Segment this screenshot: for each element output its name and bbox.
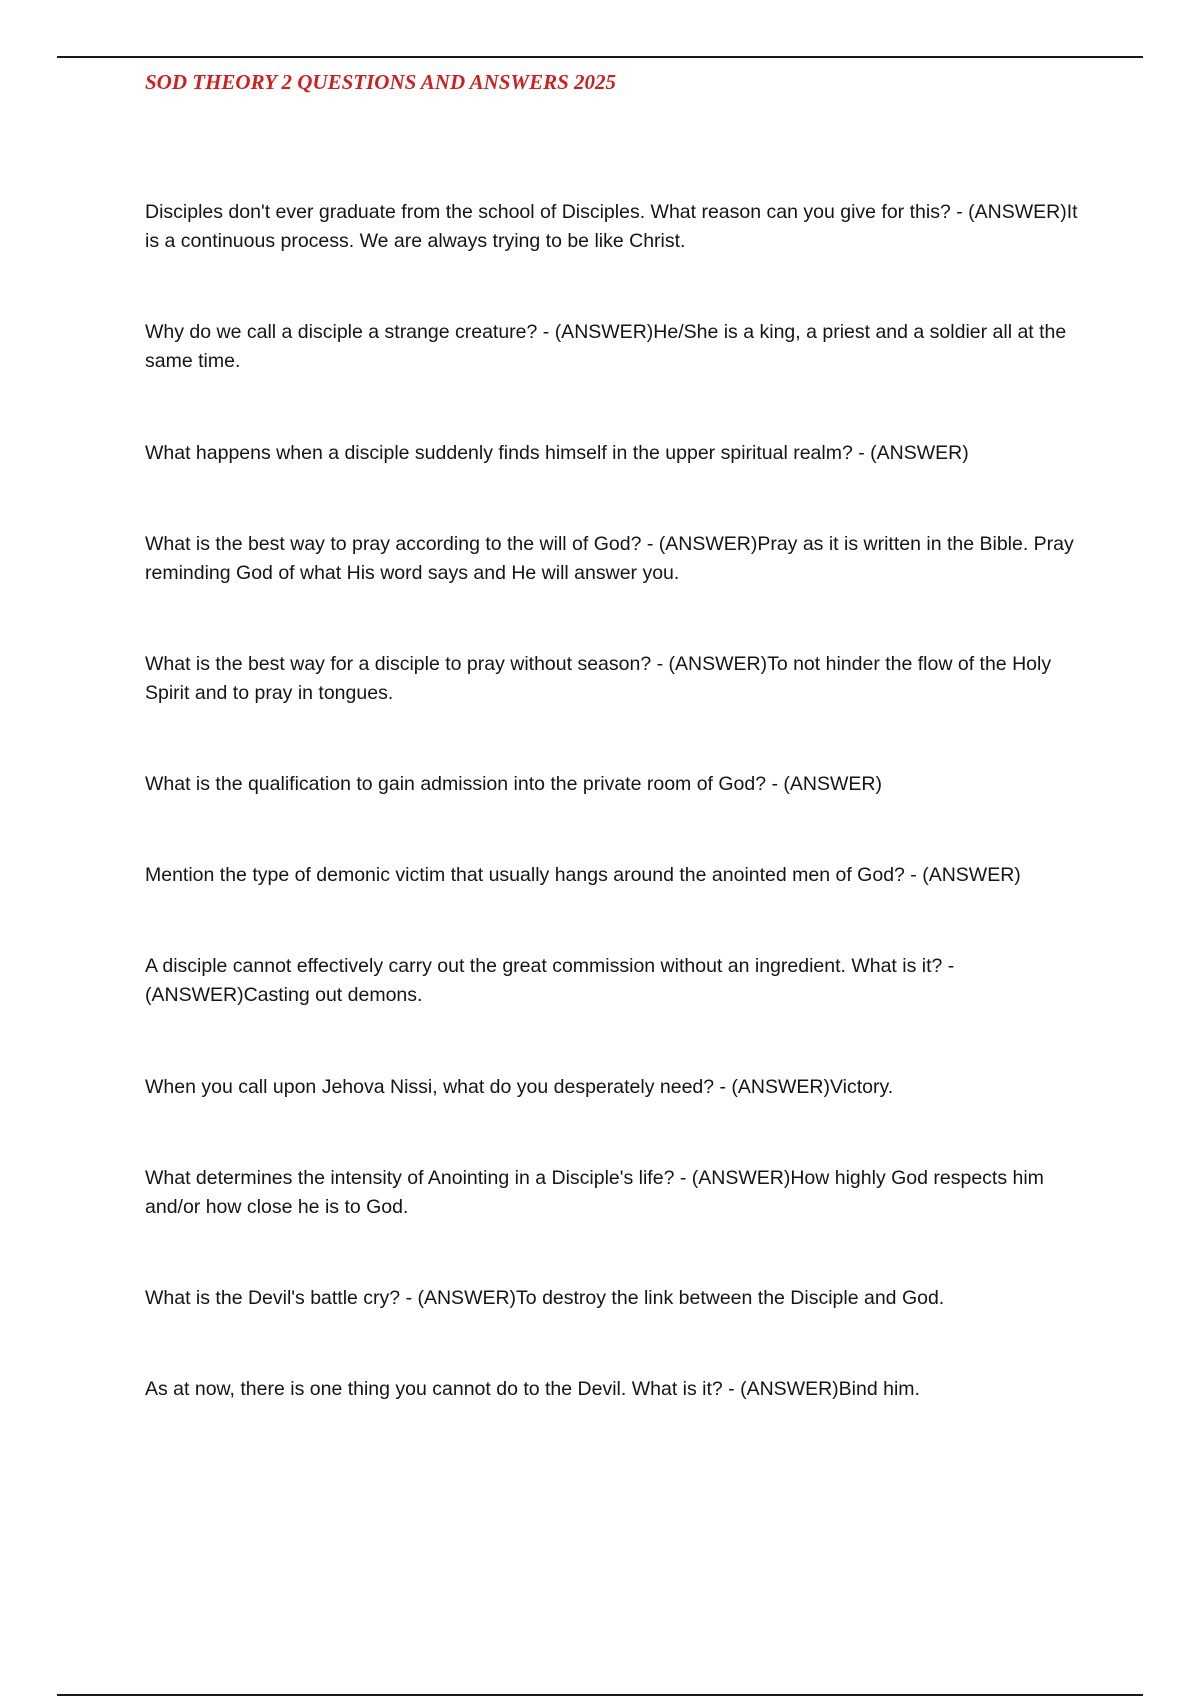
- qa-item-4: What is the best way to pray according to the will of God? - (ANSWER)Pray as it is written in the Bible. Pray reminding God of what His word says and He will answer you.: [145, 533, 1074, 584]
- qa-item-12: As at now, there is one thing you cannot do to the Devil. What is it? - (ANSWER)Bind him.: [145, 1378, 920, 1400]
- header-rule: [57, 56, 1143, 58]
- qa-item-7: Mention the type of demonic victim that usually hangs around the anointed men of God? - (ANSWER): [145, 864, 1021, 886]
- qa-item-8: A disciple cannot effectively carry out the great commission without an ingredient. What is it? - (ANSWER)Casting out demons.: [145, 955, 955, 1006]
- qa-item-3: What happens when a disciple suddenly finds himself in the upper spiritual realm? - (ANSWER): [145, 442, 969, 464]
- qa-item-1: Disciples don't ever graduate from the school of Disciples. What reason can you give for this? - (ANSWER)It is a continuous process. We are always trying to be like Christ.: [145, 201, 1078, 252]
- footer-rule: [57, 1694, 1143, 1696]
- qa-item-10: What determines the intensity of Anointing in a Disciple's life? - (ANSWER)How highly God respects him and/or how close he is to God.: [145, 1167, 1044, 1218]
- document-title: SOD THEORY 2 QUESTIONS AND ANSWERS 2025: [145, 70, 617, 94]
- qa-item-6: What is the qualification to gain admission into the private room of God? - (ANSWER): [145, 773, 882, 795]
- qa-item-9: When you call upon Jehova Nissi, what do you desperately need? - (ANSWER)Victory.: [145, 1076, 894, 1098]
- qa-item-2: Why do we call a disciple a strange creature? - (ANSWER)He/She is a king, a priest and a soldier all at the same time.: [145, 321, 1067, 372]
- qa-item-5: What is the best way for a disciple to pray without season? - (ANSWER)To not hinder the flow of the Holy Spirit and to pray in tongues.: [145, 653, 1052, 704]
- qa-item-11: What is the Devil's battle cry? - (ANSWER)To destroy the link between the Disciple and God.: [145, 1287, 945, 1309]
